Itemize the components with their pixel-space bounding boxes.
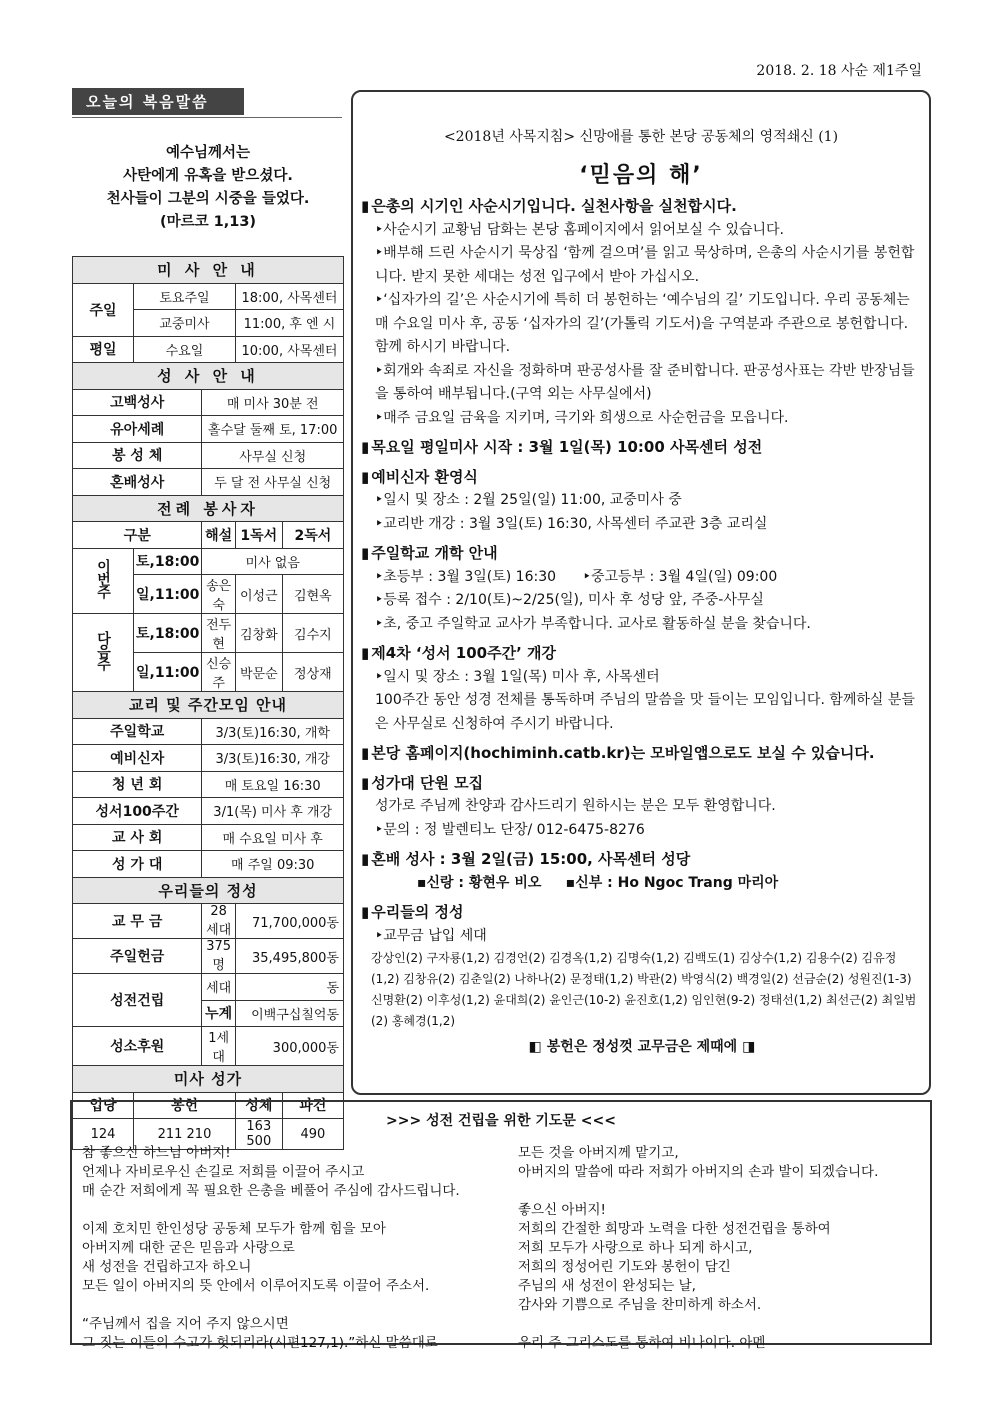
section-title: ▮ 본당 홈페이지(hochiminh.catb.kr)는 모바일앱으로도 보실 수 있습니다. [361, 742, 923, 766]
col-header: 2독서 [282, 522, 343, 549]
sacrament-name: 고백성사 [73, 389, 202, 416]
list-item: ‣일시 및 장소 : 3월 1일(목) 미사 후, 사목센터 [375, 668, 660, 685]
hymns-title: 미사 성가 [73, 1066, 344, 1093]
list-item: ‣교무금 납입 세대 [375, 927, 487, 944]
offering-count: 세대 [202, 974, 236, 1001]
meeting-name: 예비신자 [73, 745, 202, 772]
list-item: ‣일시 및 장소 : 2월 25일(일) 11:00, 교중미사 중 [375, 492, 682, 508]
minister: 이성근 [235, 575, 282, 614]
minister: 송은숙 [202, 575, 236, 614]
offering-amount: 동 [235, 974, 343, 1001]
sacrament-value: 사무실 신청 [202, 442, 344, 469]
headline: ‘믿음의 해’ [579, 163, 703, 188]
section-title: ▮ 은총의 시기인 사순시기입니다. 실천사항을 실천합시다. [361, 195, 923, 219]
minister: 김현옥 [282, 575, 343, 614]
hymn-number: 490 [282, 1119, 343, 1150]
offering-footer: ◧ 봉헌은 정성껏 교무금은 제때에 ◨ [528, 1039, 756, 1055]
offering-count: 28세대 [202, 904, 236, 939]
col-header: 1독서 [235, 522, 282, 549]
hymn-header: 파견 [282, 1092, 343, 1119]
prayer-right-text: 모든 것을 아버지께 맡기고, 아버지의 말씀에 따라 저희가 아버지의 손과 발이 되겠습니다. 좋으신 아버지! 저희의 간절한 희망과 노력을 다한 성전건립을 통하여 저희 모두가 사랑으로 하나 되게 하시고, 저희의 정성어린 기도와 봉헌이 담긴 주님의 새 성전이 완성되는 날, 감사와 기쁨으로 주님을 찬미하게 하소서. 우리 주 그리스도를 통하여 비나이다. 아멘 [518, 1145, 879, 1351]
meeting-value: 매 토요일 16:30 [202, 771, 344, 798]
slot: 일,11:00 [134, 653, 202, 692]
offering-amount: 300,000동 [235, 1027, 343, 1066]
mass-time: 18:00, 사목센터 [235, 283, 343, 310]
section-title: ▮ 우리들의 정성 [361, 901, 923, 925]
section-title: ▮ 제4차 ‘성서 100주간’ 개강 [361, 642, 923, 666]
list-item: 성가로 주님께 찬양과 감사드리기 원하시는 분은 모두 환영합니다. [375, 798, 776, 814]
offering-name: 성전건립 [73, 974, 202, 1027]
hymn-header: 성체 [235, 1092, 282, 1119]
offering-name: 주일헌금 [73, 939, 202, 974]
sacrament-name: 봉 성 체 [73, 442, 202, 469]
list-item: ‣초, 중고 주일학교 교사가 부족합니다. 교사로 활동하실 분을 찾습니다. [375, 615, 811, 632]
meeting-value: 3/1(목) 미사 후 개강 [202, 798, 344, 825]
sacrament-value: 두 달 전 사무실 신청 [202, 469, 344, 496]
mass-name: 교중미사 [134, 310, 236, 337]
minister: 신승주 [202, 653, 236, 692]
section-title: ▮ 예비신자 환영식 [361, 466, 923, 490]
list-item: ‣매주 금요일 금육을 지키며, 극기와 희생으로 사순헌금을 모읍니다. [375, 409, 789, 426]
minister: 김수지 [282, 614, 343, 653]
mass-name: 토요주일 [134, 283, 236, 310]
hymn-number: 211 210 [134, 1119, 236, 1150]
hymn-header: 입당 [73, 1092, 134, 1119]
col-header: 해설 [202, 522, 236, 549]
meeting-value: 매 수요일 미사 후 [202, 824, 344, 851]
offering-count: 누계 [202, 1000, 236, 1027]
minister: 박문순 [235, 653, 282, 692]
gospel-line: 예수님께서는 [165, 145, 251, 161]
sacrament-value: 매 미사 30분 전 [202, 389, 344, 416]
meeting-value: 3/3(토)16:30, 개학 [202, 718, 344, 745]
section-title: ▮ 목요일 평일미사 시작 : 3월 1일(목) 10:00 사목센터 성전 [361, 436, 923, 460]
hymn-number: 124 [73, 1119, 134, 1150]
list-item: ‣등록 접수 : 2/10(토)~2/25(일), 미사 후 성당 앞, 주중-사무실 [375, 592, 764, 608]
minister: 미사 없음 [202, 548, 344, 575]
weekday-label: 평일 [73, 336, 134, 363]
sacraments-title: 성 사 안 내 [73, 363, 344, 390]
donor-names: 강상인(2) 구자룡(1,2) 김경언(2) 김경옥(1,2) 김명숙(1,2) 김백도(1) 김상수(1,2) 김용수(2) 김유정(1,2) 김창유(2) 김춘일(2) 나하나(2) 문정태(1,2) 박관(2) 박영식(2) 백경일(2) 선금순(2) 성원진(1-3) 신명환(2) 이후성(1,2) 윤대희(2) 윤인근(10-2) 윤진호(1,2) 임인현(9-2) 정태선(1,2) 최선근(2) 최일범(2) 홍혜경(1,2) [371, 951, 917, 1028]
slot: 일,11:00 [134, 575, 202, 614]
offerings-title: 우리들의 정성 [73, 877, 344, 904]
section-title: ▮ 혼배 성사 : 3월 2일(금) 15:00, 사목센터 성당 [361, 848, 923, 872]
meeting-name: 성 가 대 [73, 851, 202, 878]
mass-time: 10:00, 사목센터 [235, 336, 343, 363]
gospel-line: 사탄에게 유혹을 받으셨다. [123, 168, 293, 184]
meeting-name: 성서100주간 [73, 798, 202, 825]
info-table [72, 256, 344, 1150]
sacrament-name: 유아세례 [73, 416, 202, 443]
hymn-number: 163 500 [235, 1119, 282, 1150]
offering-count: 1세대 [202, 1027, 236, 1066]
slot: 토,18:00 [134, 548, 202, 575]
next-week-label: 다음주 [95, 631, 111, 670]
offering-count: 375명 [202, 939, 236, 974]
list-item: ‣배부해 드린 사순시기 묵상집 ‘함께 걸으며’를 읽고 묵상하며, 은총의 사순시기를 봉헌합니다. 받지 못한 세대는 성전 입구에서 받아 가십시오. [375, 245, 915, 285]
sacrament-value: 홀수달 둘째 토, 17:00 [202, 416, 344, 443]
meeting-value: 매 주일 09:30 [202, 851, 344, 878]
notice-panel [351, 90, 931, 1095]
gospel-section [72, 88, 344, 234]
meeting-name: 청 년 회 [73, 771, 202, 798]
ministers-title: 전례 봉사자 [73, 495, 344, 522]
section-title: ▮ 주일학교 개학 안내 [361, 542, 923, 566]
offering-name: 교 무 금 [73, 904, 202, 939]
hymn-header: 봉헌 [134, 1092, 236, 1119]
wedding-couple: ▪신랑 : 황현우 비오 ▪신부 : Ho Ngoc Trang 마리아 [417, 874, 779, 891]
section-title: ▮ 성가대 단원 모집 [361, 772, 923, 796]
gospel-line: 천사들이 그분의 시중을 들었다. [106, 191, 310, 207]
sacrament-name: 혼배성사 [73, 469, 202, 496]
mass-name: 수요일 [134, 336, 236, 363]
pastoral-guideline: <2018년 사목지침> 신망애를 통한 본당 공동체의 영적쇄신 (1) [443, 129, 839, 145]
this-week-label: 이번주 [95, 559, 111, 599]
minister: 김창화 [235, 614, 282, 653]
minister: 정상재 [282, 653, 343, 692]
list-item: ‣교리반 개강 : 3월 3일(토) 16:30, 사목센터 주교관 3층 교리실 [375, 515, 768, 532]
gospel-title: 오늘의 복음말씀 [72, 88, 244, 115]
gospel-text [72, 142, 344, 234]
offering-amount: 이백구십칠억동 [235, 1000, 343, 1027]
prayer-left-text: 참 좋으신 하느님 아버지! 언제나 자비로우신 손길로 저희를 이끌어 주시고 매 순간 저희에게 꼭 필요한 은총을 베풀어 주심에 감사드립니다. 이제 호치민 한인성당 공동체 모두가 함께 힘을 모아 아버지께 대한 굳은 믿음과 사랑으로 새 성전을 건립하고자 하오니 모든 일이 아버지의 뜻 안에서 이루어지도록 이끌어 주소서. “주님께서 집을 지어 주지 않으시면 그 짓는 이들의 수고가 헛되리라(시편127,1).”하신 말씀대로 [82, 1145, 460, 1351]
slot: 토,18:00 [134, 614, 202, 653]
offering-amount: 71,700,000동 [235, 904, 343, 939]
meeting-value: 3/3(토)16:30, 개강 [202, 745, 344, 772]
list-item: 100주간 동안 성경 전체를 통독하며 주님의 말씀을 맛 들이는 모임입니다. 함께하실 분들은 사무실로 신청하여 주시기 바랍니다. [375, 692, 915, 732]
mass-title: 미 사 안 내 [73, 257, 344, 284]
sunday-label: 주일 [73, 283, 134, 336]
list-item: ‣문의 : 정 발렌티노 단장/ 012-6475-8276 [375, 821, 645, 838]
bulletin-date: 2018. 2. 18 사순 제1주일 [756, 63, 922, 79]
meeting-name: 교 사 회 [73, 824, 202, 851]
list-item: ‣사순시기 교황님 담화는 본당 홈페이지에서 읽어보실 수 있습니다. [375, 221, 785, 238]
offering-name: 성소후원 [73, 1027, 202, 1066]
divider [72, 117, 342, 118]
col-header: 구분 [73, 522, 202, 549]
catechism-title: 교리 및 주간모임 안내 [73, 692, 344, 719]
minister: 전두현 [202, 614, 236, 653]
prayer-title: >>> 성전 건립을 위한 기도문 <<< [386, 1113, 616, 1129]
mass-time: 11:00, 후 엔 시 [235, 310, 343, 337]
list-item: ‣회개와 속죄로 자신을 정화하며 판공성사를 잘 준비합니다. 판공성사표는 각반 반장님들을 통하여 배부됩니다.(구역 외는 사무실에서) [375, 362, 915, 402]
gospel-reference: (마르코 1,13) [159, 214, 257, 230]
prayer-box [70, 1100, 932, 1351]
list-item: ‣초등부 : 3월 3일(토) 16:30 ‣중고등부 : 3월 4일(일) 09:00 [375, 568, 778, 585]
offering-amount: 35,495,800동 [235, 939, 343, 974]
meeting-name: 주일학교 [73, 718, 202, 745]
list-item: ‣‘십자가의 길’은 사순시기에 특히 더 봉헌하는 ‘예수님의 길’ 기도입니다. 우리 공동체는 매 수요일 미사 후, 공동 ‘십자가의 길’(가톨릭 기도서)을 구역분과 주관으로 봉헌합니다. 함께 하시기 바랍니다. [375, 292, 910, 355]
